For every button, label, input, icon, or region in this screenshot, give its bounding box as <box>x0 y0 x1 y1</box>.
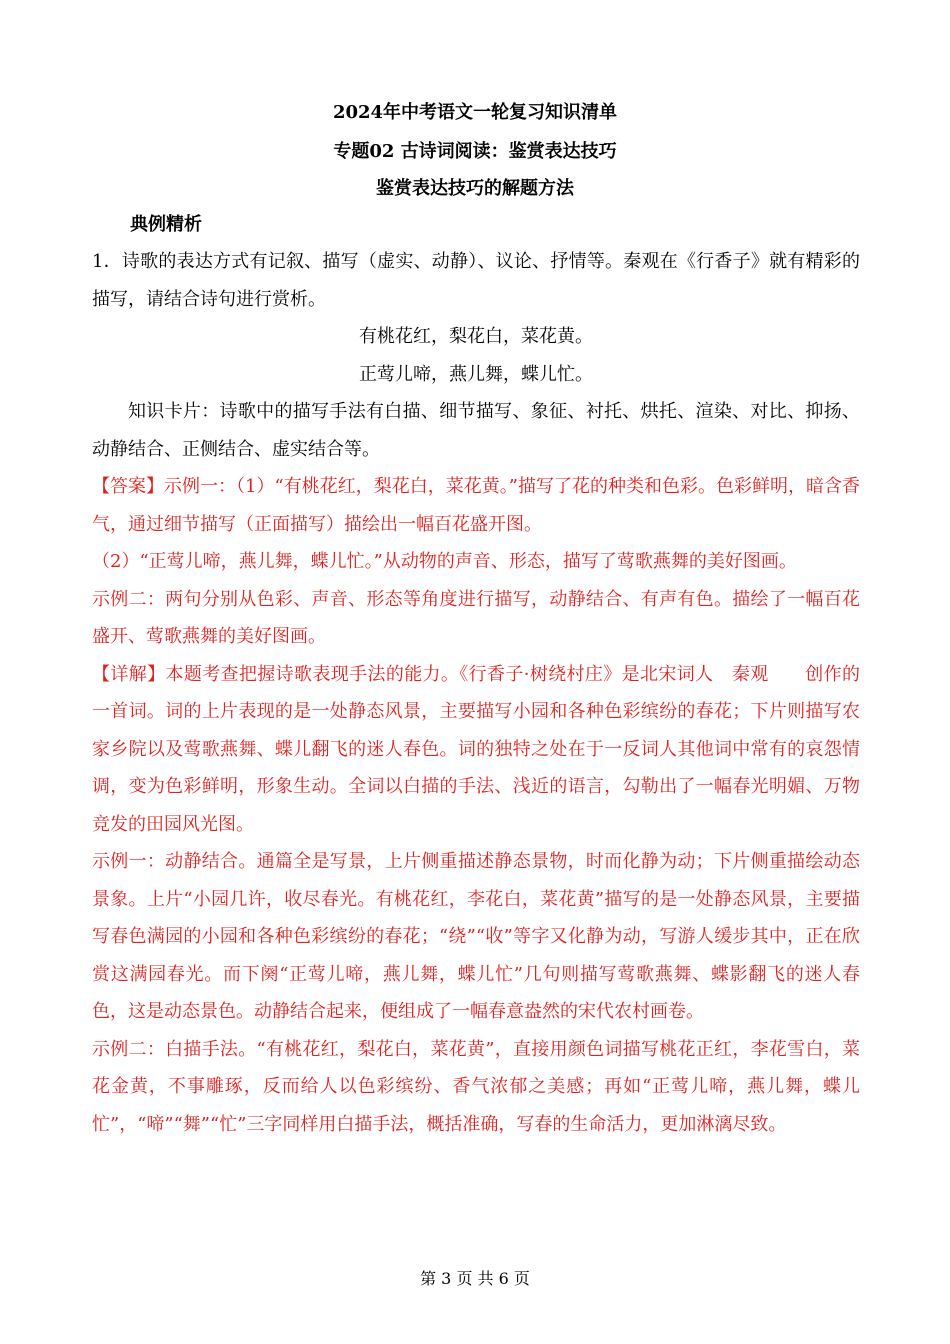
topic-title: 专题02 古诗词阅读：鉴赏表达技巧 <box>333 141 617 162</box>
answer-paragraph-1 <box>92 468 860 543</box>
content-body <box>92 243 860 1143</box>
section-heading: 典例精析 <box>130 214 202 235</box>
answer-paragraph-2: （2）“正莺儿啼，燕儿舞，蝶儿忙。”从动物的声音、形态，描写了莺歌燕舞的美好图画。 <box>92 551 797 572</box>
answer-text-1: 示例一：（1）“有桃花红，梨花白，菜花黄。”描写了花的种类和色彩。色彩鲜明，暗含香气，通过细节描写（正面描写）描绘出一幅百花盛开图。 <box>92 476 860 535</box>
poem-line-2: 正莺儿啼，燕儿舞，蝶儿忙。 <box>359 363 593 385</box>
explanation-tag: 【详解】 <box>92 663 166 685</box>
answer-paragraph-3: 示例二：两句分别从色彩、声音、形态等角度进行描写，动静结合、有声有色。描绘了一幅百花盛开、莺歌燕舞的美好图画。 <box>92 588 860 647</box>
explanation-paragraph-1 <box>92 656 860 844</box>
explanation-paragraph-3: 示例二：白描手法。“有桃花红，梨花白，菜花黄”，直接用颜色词描写桃花正红，李花雪白，菜花金黄，不事雕琢，反而给人以色彩缤纷、香气浓郁之美感；再如“正莺儿啼，燕儿舞，蝶儿忙”，“啼”“舞”“忙”三字同样用白描手法，概括准确，写春的生命活力，更加淋漓尽致。 <box>92 1038 860 1135</box>
question-text: 1．诗歌的表达方式有记叙、描写（虚实、动静）、议论、抒情等。秦观在《行香子》就有精彩的描写，请结合诗句进行赏析。 <box>92 251 860 310</box>
knowledge-card: 知识卡片：诗歌中的描写手法有白描、细节描写、象征、衬托、烘托、渲染、对比、抑扬、动静结合、正侧结合、虚实结合等。 <box>92 401 860 460</box>
page-footer: 第 3 页 共 6 页 <box>420 1269 530 1288</box>
explanation-text-1: 本题考查把握诗歌表现手法的能力。《行香子·树绕村庄》是北宋词人 秦观 创作的一首词。词的上片表现的是一处静态风景，主要描写小园和各种色彩缤纷的春花；下片则描写农家乡院以及莺歌燕舞、蝶儿翻飞的迷人春色。词的独特之处在于一反词人其他词中常有的哀怨情调，变为色彩鲜明，形象生动。全词以白描的手法、浅近的语言，勾勒出了一幅春光明媚、万物竞发的田园风光图。 <box>92 663 861 835</box>
method-title: 鉴赏表达技巧的解题方法 <box>376 178 574 199</box>
answer-tag: 【答案】 <box>92 476 165 497</box>
poem-line-1: 有桃花红，梨花白，菜花黄。 <box>359 326 593 347</box>
explanation-paragraph-2: 示例一：动静结合。通篇全是写景，上片侧重描述静态景物，时而化静为动；下片侧重描绘动态景象。上片“小园几许，收尽春光。有桃花红，李花白，菜花黄”描写的是一处静态风景，主要描写春色满园的小园和各种色彩缤纷的春花；“绕”“收”等字又化静为动，写游人缓步其中，正在欣赏这满园春光。而下阕“正莺儿啼，燕儿舞，蝶儿忙”几句则描写莺歌燕舞、蝶影翻飞的迷人春色，这是动态景色。动静结合起来，便组成了一幅春意盎然的宋代农村画卷。 <box>92 851 860 1022</box>
document-title: 2024年中考语文一轮复习知识清单 <box>332 102 618 123</box>
